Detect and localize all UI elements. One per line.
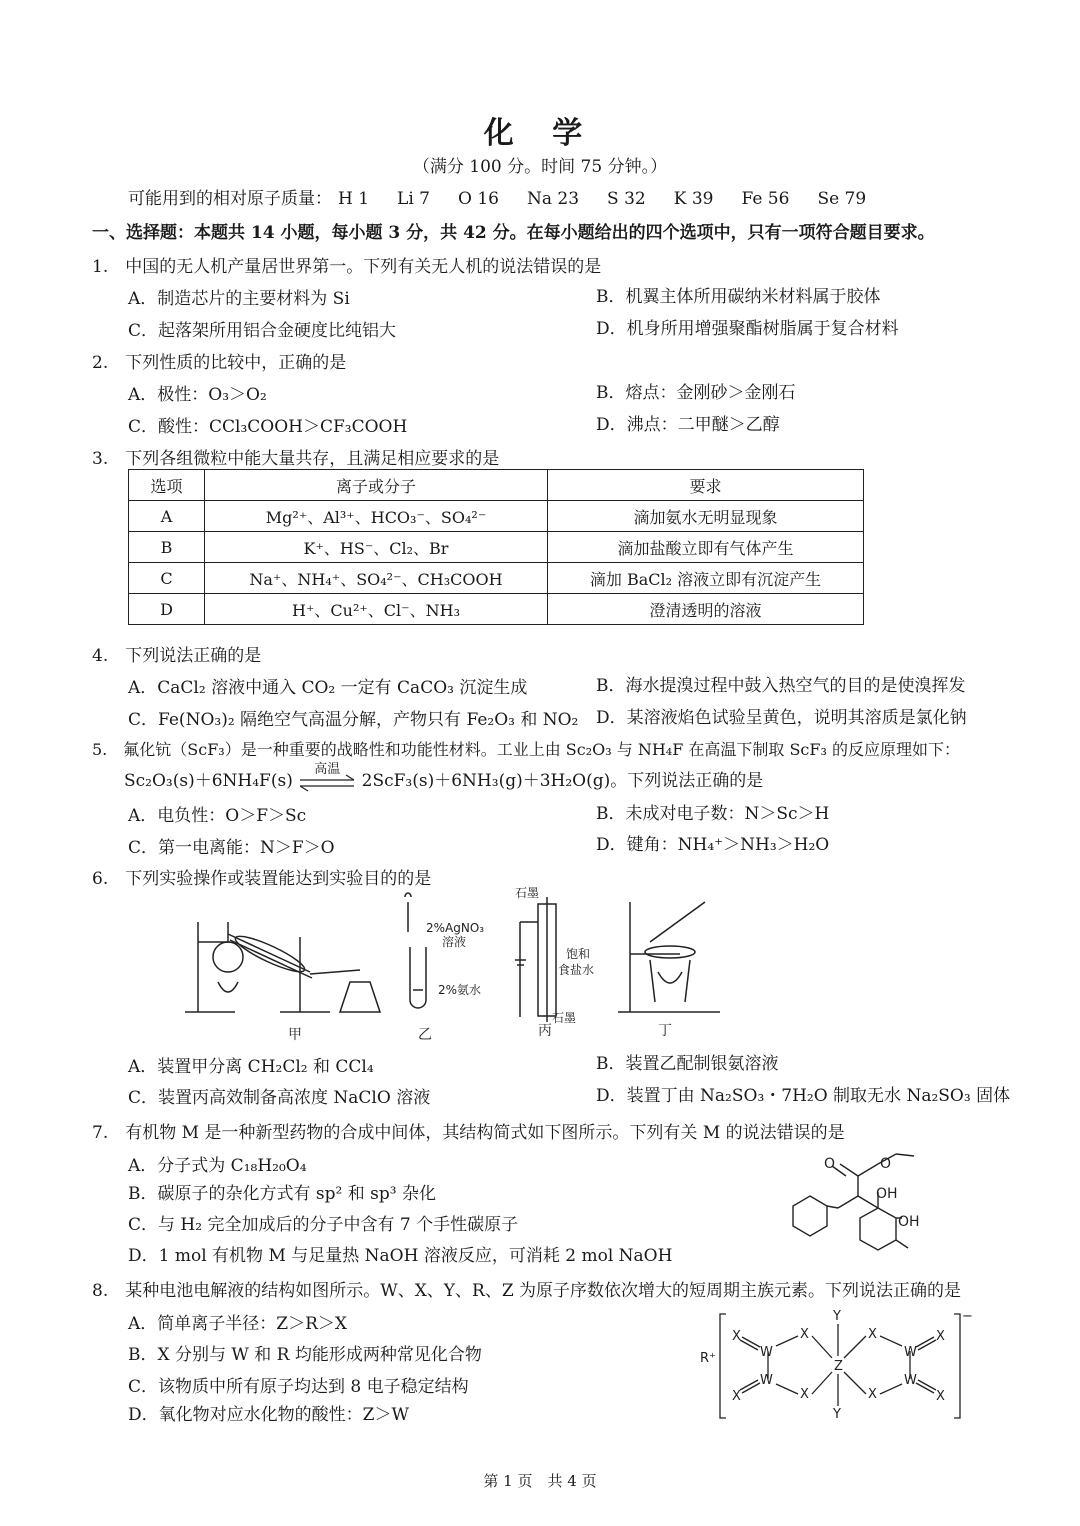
q4-option-c: C．Fe(NO₃)₂ 隔绝空气高温分解，产物只有 Fe₂O₃ 和 NO₂ [128,710,579,730]
q2-option-c: C．酸性：CCl₃COOH＞CF₃COOH [128,417,408,437]
table-row: A Mg²⁺、Al³⁺、HCO₃⁻、SO₄²⁻ 滴加氨水无明显现象 [129,501,864,532]
svg-text:Y: Y [833,1407,841,1422]
svg-text:X: X [868,1387,877,1402]
svg-text:X: X [800,1327,809,1342]
question-7-stem: 7. 有机物 M 是一种新型药物的合成中间体，其结构简式如下图所示。下列有关 M 的说法错误的是 [92,1123,845,1143]
q3-table [128,469,864,625]
q7-option-a: A．分子式为 C₁₈H₂₀O₄ [128,1156,307,1176]
section-heading: 一、选择题：本题共 14 小题，每小题 3 分，共 42 分。在每小题给出的四个选项中，只有一项符合题目要求。 [92,223,935,243]
q6-label-bing: 丙 [538,1023,552,1039]
q6-apparatus-figure [180,882,720,1048]
q6-label-agno3: 2%AgNO₃ [426,921,485,935]
question-3-stem: 3. 下列各组微粒中能大量共存，且满足相应要求的是 [92,449,500,469]
q6-label-brine: 食盐水 [558,963,595,977]
q6-option-c: C．装置丙高效制备高浓度 NaClO 溶液 [128,1088,431,1108]
question-5-stem: 5. 氟化钪（ScF₃）是一种重要的战略性和功能性材料。工业上由 Sc₂O₃ 与 NH₄F 在高温下制取 ScF₃ 的反应原理如下： [92,740,960,759]
q8-option-d: D．氧化物对应水化物的酸性：Z＞W [128,1405,409,1425]
q6-label-ding: 丁 [658,1023,672,1039]
q5-option-d: D．键角：NH₄⁺＞NH₃＞H₂O [596,835,830,855]
q4-option-b: B．海水提溴过程中鼓入热空气的目的是使溴挥发 [596,676,966,696]
q7-label-oh1: OH [876,1186,898,1202]
q3-header-species: 离子或分子 [205,470,548,501]
q6-label-graphite-top: 石墨 [515,886,540,900]
q7-label-oh2: OH [898,1214,920,1230]
q8-option-a: A．简单离子半径：Z＞R＞X [128,1314,347,1334]
q1-option-c: C．起落架所用铝合金硬度比纯铝大 [128,321,397,341]
question-1-stem: 1. 中国的无人机产量居世界第一。下列有关无人机的说法错误的是 [92,257,602,277]
q2-option-b: B．熔点：金刚砂＞金刚石 [596,383,796,403]
q5-option-c: C．第一电离能：N＞F＞O [128,838,335,858]
q1-option-a: A．制造芯片的主要材料为 Si [128,289,350,309]
atomic-masses: 可能用到的相对原子质量： H 1 Li 7 O 16 Na 23 S 32 K 39 Fe 56 Se 79 [128,189,867,209]
svg-text:Y: Y [833,1309,841,1324]
q5-equation-right: 2ScF₃(s)＋6NH₃(g)＋3H₂O(g)。下列说法正确的是 [361,771,764,791]
q2-option-a: A．极性：O₃＞O₂ [128,385,267,405]
q4-option-a: A．CaCl₂ 溶液中通入 CO₂ 一定有 CaCO₃ 沉淀生成 [128,678,528,698]
page-title: 化 学 [483,116,597,151]
q6-label-yi: 乙 [418,1027,432,1043]
q7-option-b: B．碳原子的杂化方式有 sp² 和 sp³ 杂化 [128,1184,436,1204]
svg-text:W: W [904,1373,917,1388]
svg-text:W: W [760,1373,773,1388]
q2-option-d: D．沸点：二甲醚＞乙醇 [596,415,780,435]
svg-text:W: W [904,1345,917,1360]
page-subtitle: （满分 100 分。时间 75 分钟。） [412,157,668,177]
q3-header-option: 选项 [129,470,205,501]
svg-text:X: X [868,1327,877,1342]
evaporation-apparatus-icon [618,902,720,1012]
q8-structure-figure [696,1306,976,1424]
q6-label-graphite-bottom: 石墨 [552,1011,577,1025]
test-tube-dropper-icon [405,893,426,1008]
q8-label-r: R⁺ [700,1351,716,1366]
q8-option-b: B．X 分别与 W 和 R 均能形成两种常见化合物 [128,1345,482,1365]
electrolysis-cell-icon [515,897,556,1022]
q7-structure-figure [780,1146,940,1276]
q8-label-z: Z [834,1359,843,1374]
q4-option-d: D．某溶液焰色试验呈黄色，说明其溶质是氯化钠 [596,708,967,728]
svg-text:X: X [732,1329,741,1344]
q8-option-c: C．该物质中所有原子均达到 8 电子稳定结构 [128,1377,469,1397]
q6-label-jia: 甲 [288,1027,302,1043]
svg-text:W: W [760,1345,773,1360]
table-row: B K⁺、HS⁻、Cl₂、Br 滴加盐酸立即有气体产生 [129,532,864,563]
distillation-apparatus-icon [185,922,380,1012]
q6-label-saturated: 饱和 [566,947,591,961]
q6-label-ammonia: 2%氨水 [438,983,482,997]
q5-option-a: A．电负性：O＞F＞Sc [128,806,307,826]
table-row: D H⁺、Cu²⁺、Cl⁻、NH₃ 澄清透明的溶液 [129,594,864,625]
q5-equation-left: Sc₂O₃(s)＋6NH₄F(s) [124,771,293,791]
q5-option-b: B．未成对电子数：N＞Sc＞H [596,804,830,824]
table-row: C Na⁺、NH₄⁺、SO₄²⁻、CH₃COOH 滴加 BaCl₂ 溶液立即有沉淀产生 [129,563,864,594]
page-footer: 第 1 页 共 4 页 [483,1472,597,1490]
question-6-stem: 6. 下列实验操作或装置能达到实验目的的是 [92,869,432,889]
question-8-stem: 8. 某种电池电解液的结构如图所示。W、X、Y、R、Z 为原子序数依次增大的短周期主族元素。下列说法正确的是 [92,1281,962,1301]
q6-option-a: A．装置甲分离 CH₂Cl₂ 和 CCl₄ [128,1057,374,1077]
q1-option-d: D．机身所用增强聚酯树脂属于复合材料 [596,319,899,339]
svg-text:X: X [732,1389,741,1404]
svg-text:X: X [936,1389,945,1404]
q5-equation [124,761,764,792]
question-2-stem: 2. 下列性质的比较中，正确的是 [92,353,347,373]
svg-text:X: X [936,1329,945,1344]
q5-condition: 高温 [314,761,341,777]
equilibrium-arrow-icon [298,761,356,792]
q6-label-solution: 溶液 [442,935,467,949]
q7-label-o1: O [824,1156,836,1172]
q1-option-b: B．机翼主体所用碳纳米材料属于胶体 [596,287,881,307]
q3-header-requirement: 要求 [548,470,864,501]
q7-label-o2: O [880,1156,892,1172]
q7-option-d: D．1 mol 有机物 M 与足量热 NaOH 溶液反应，可消耗 2 mol NaOH [128,1246,673,1266]
q6-option-d: D．装置丁由 Na₂SO₃・7H₂O 制取无水 Na₂SO₃ 固体 [596,1086,1011,1106]
q7-option-c: C．与 H₂ 完全加成后的分子中含有 7 个手性碳原子 [128,1215,519,1235]
q6-option-b: B．装置乙配制银氨溶液 [596,1054,779,1074]
svg-text:X: X [800,1387,809,1402]
q8-label-charge: − [962,1309,973,1324]
atoms-label: 可能用到的相对原子质量： [128,189,332,209]
question-4-stem: 4. 下列说法正确的是 [92,646,262,666]
